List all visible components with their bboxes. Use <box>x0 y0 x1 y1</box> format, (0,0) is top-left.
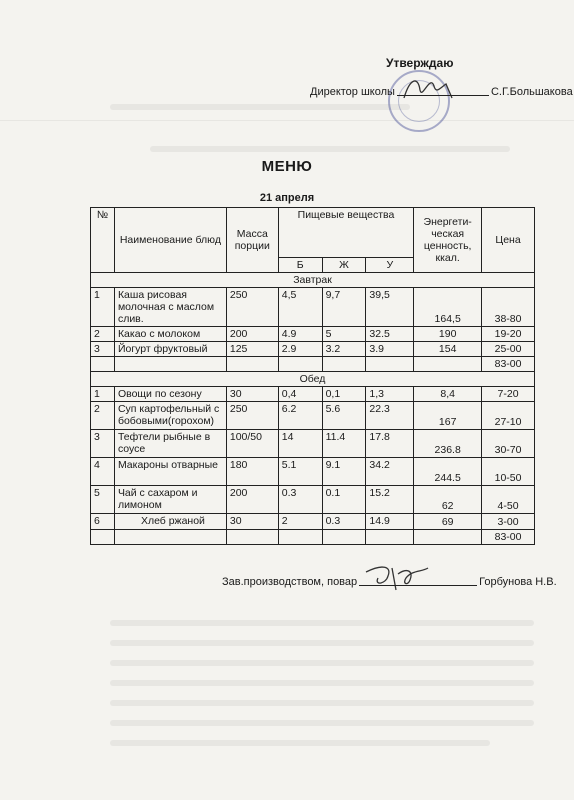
footer-label: Зав.производством, повар <box>222 576 358 588</box>
paper-texture <box>0 120 574 121</box>
cell-price: 27-10 <box>482 402 535 430</box>
table-row <box>91 514 535 530</box>
total-empty-cell <box>278 357 322 372</box>
cell-energy: 69 <box>414 514 482 530</box>
director-line <box>310 86 573 98</box>
cell-zh: 9.1 <box>322 458 366 486</box>
cell-energy: 154 <box>414 342 482 357</box>
cell-u: 1,3 <box>366 387 414 402</box>
cell-u: 39,5 <box>366 288 414 327</box>
cell-num: 1 <box>91 288 115 327</box>
approve-title: Утверждаю <box>386 56 454 70</box>
director-name: С.Г.Большакова <box>490 86 573 98</box>
cell-mass: 250 <box>226 288 278 327</box>
section-row <box>91 273 535 288</box>
cell-mass: 250 <box>226 402 278 430</box>
cell-energy: 190 <box>414 327 482 342</box>
cell-mass: 200 <box>226 327 278 342</box>
cell-name: Макароны отварные <box>114 458 226 486</box>
total-empty-cell <box>322 530 366 545</box>
col-header-nutrients: Пищевые вещества <box>278 208 413 258</box>
bleed-through-line <box>110 680 534 686</box>
cell-u: 22.3 <box>366 402 414 430</box>
cell-b: 0,4 <box>278 387 322 402</box>
cell-price: 7-20 <box>482 387 535 402</box>
cell-price: 25-00 <box>482 342 535 357</box>
footer-name: Горбунова Н.В. <box>479 576 557 588</box>
cell-zh: 3.2 <box>322 342 366 357</box>
cell-price: 4-50 <box>482 486 535 514</box>
cell-mass: 30 <box>226 514 278 530</box>
cell-u: 17.8 <box>366 430 414 458</box>
col-header-mass: Масса порции <box>226 208 278 273</box>
cell-zh: 9,7 <box>322 288 366 327</box>
table-row <box>91 342 535 357</box>
bleed-through-line <box>110 700 534 706</box>
cell-zh: 0.1 <box>322 486 366 514</box>
cell-u: 34.2 <box>366 458 414 486</box>
cell-num: 2 <box>91 402 115 430</box>
total-row <box>91 530 535 545</box>
cell-mass: 180 <box>226 458 278 486</box>
cell-b: 6.2 <box>278 402 322 430</box>
table-row <box>91 458 535 486</box>
director-label: Директор школы <box>310 86 395 98</box>
cell-energy: 244.5 <box>414 458 482 486</box>
total-empty-cell <box>414 530 482 545</box>
cell-zh: 0.3 <box>322 514 366 530</box>
cell-num: 2 <box>91 327 115 342</box>
cell-mass: 125 <box>226 342 278 357</box>
cell-mass: 100/50 <box>226 430 278 458</box>
bleed-through-line <box>110 740 490 746</box>
total-empty-cell <box>322 357 366 372</box>
cell-b: 5.1 <box>278 458 322 486</box>
cell-name: Чай с сахаром и лимоном <box>114 486 226 514</box>
total-empty-cell <box>226 357 278 372</box>
cell-energy: 236.8 <box>414 430 482 458</box>
total-row <box>91 357 535 372</box>
total-empty-cell <box>278 530 322 545</box>
col-header-name: Наименование блюд <box>114 208 226 273</box>
col-header-energy: Энергети-ческая ценность, ккал. <box>414 208 482 273</box>
col-header-price: Цена <box>482 208 535 273</box>
footer-signature-line <box>222 576 557 588</box>
cell-price: 30-70 <box>482 430 535 458</box>
cell-mass: 30 <box>226 387 278 402</box>
cell-name: Овощи по сезону <box>114 387 226 402</box>
table-row <box>91 402 535 430</box>
cell-num: 4 <box>91 458 115 486</box>
cell-mass: 200 <box>226 486 278 514</box>
cell-b: 14 <box>278 430 322 458</box>
menu-table <box>90 207 535 545</box>
cell-zh: 5 <box>322 327 366 342</box>
bleed-through-line <box>110 720 534 726</box>
total-empty-cell <box>366 357 414 372</box>
cell-name: Суп картофельный с бобовыми(горохом) <box>114 402 226 430</box>
cell-b: 4.9 <box>278 327 322 342</box>
bleed-through-line <box>110 660 534 666</box>
cell-u: 32.5 <box>366 327 414 342</box>
total-empty-cell <box>226 530 278 545</box>
cell-energy: 62 <box>414 486 482 514</box>
bleed-through-line <box>110 620 534 626</box>
signature-blank <box>397 95 489 96</box>
cell-energy: 164,5 <box>414 288 482 327</box>
col-header-num: № <box>91 208 115 273</box>
cell-name: Йогурт фруктовый <box>114 342 226 357</box>
cell-name: Какао с молоком <box>114 327 226 342</box>
cell-u: 15.2 <box>366 486 414 514</box>
total-price: 83-00 <box>482 357 535 372</box>
cell-energy: 8,4 <box>414 387 482 402</box>
bleed-through-line <box>110 104 410 110</box>
cell-num: 5 <box>91 486 115 514</box>
cell-zh: 11.4 <box>322 430 366 458</box>
cell-zh: 0,1 <box>322 387 366 402</box>
total-empty-cell <box>114 530 226 545</box>
bleed-through-line <box>110 640 534 646</box>
cell-name: Каша рисовая молочная с маслом слив. <box>114 288 226 327</box>
cell-energy: 167 <box>414 402 482 430</box>
section-title: Обед <box>91 372 535 387</box>
total-empty-cell <box>91 357 115 372</box>
col-header-zh: Ж <box>322 258 366 273</box>
section-title: Завтрак <box>91 273 535 288</box>
col-header-u: У <box>366 258 414 273</box>
cell-b: 4,5 <box>278 288 322 327</box>
cell-u: 14.9 <box>366 514 414 530</box>
table-row <box>91 387 535 402</box>
signature-blank <box>359 585 477 586</box>
total-empty-cell <box>366 530 414 545</box>
cell-name: Тефтели рыбные в соусе <box>114 430 226 458</box>
cell-num: 1 <box>91 387 115 402</box>
cell-zh: 5.6 <box>322 402 366 430</box>
col-header-b: Б <box>278 258 322 273</box>
cell-price: 19-20 <box>482 327 535 342</box>
cell-b: 0.3 <box>278 486 322 514</box>
table-row <box>91 486 535 514</box>
table-row <box>91 430 535 458</box>
total-empty-cell <box>114 357 226 372</box>
cell-b: 2 <box>278 514 322 530</box>
section-row <box>91 372 535 387</box>
menu-date: 21 апреля <box>259 192 315 204</box>
total-empty-cell <box>414 357 482 372</box>
cell-name: Хлеб ржаной <box>114 514 226 530</box>
cell-num: 3 <box>91 342 115 357</box>
bleed-through-line <box>150 146 510 152</box>
cell-price: 10-50 <box>482 458 535 486</box>
total-price: 83-00 <box>482 530 535 545</box>
cell-b: 2.9 <box>278 342 322 357</box>
cell-price: 3-00 <box>482 514 535 530</box>
cell-price: 38-80 <box>482 288 535 327</box>
cell-u: 3.9 <box>366 342 414 357</box>
total-empty-cell <box>91 530 115 545</box>
table-row <box>91 327 535 342</box>
cell-num: 6 <box>91 514 115 530</box>
page-title: МЕНЮ <box>261 158 313 175</box>
cell-num: 3 <box>91 430 115 458</box>
table-row <box>91 288 535 327</box>
